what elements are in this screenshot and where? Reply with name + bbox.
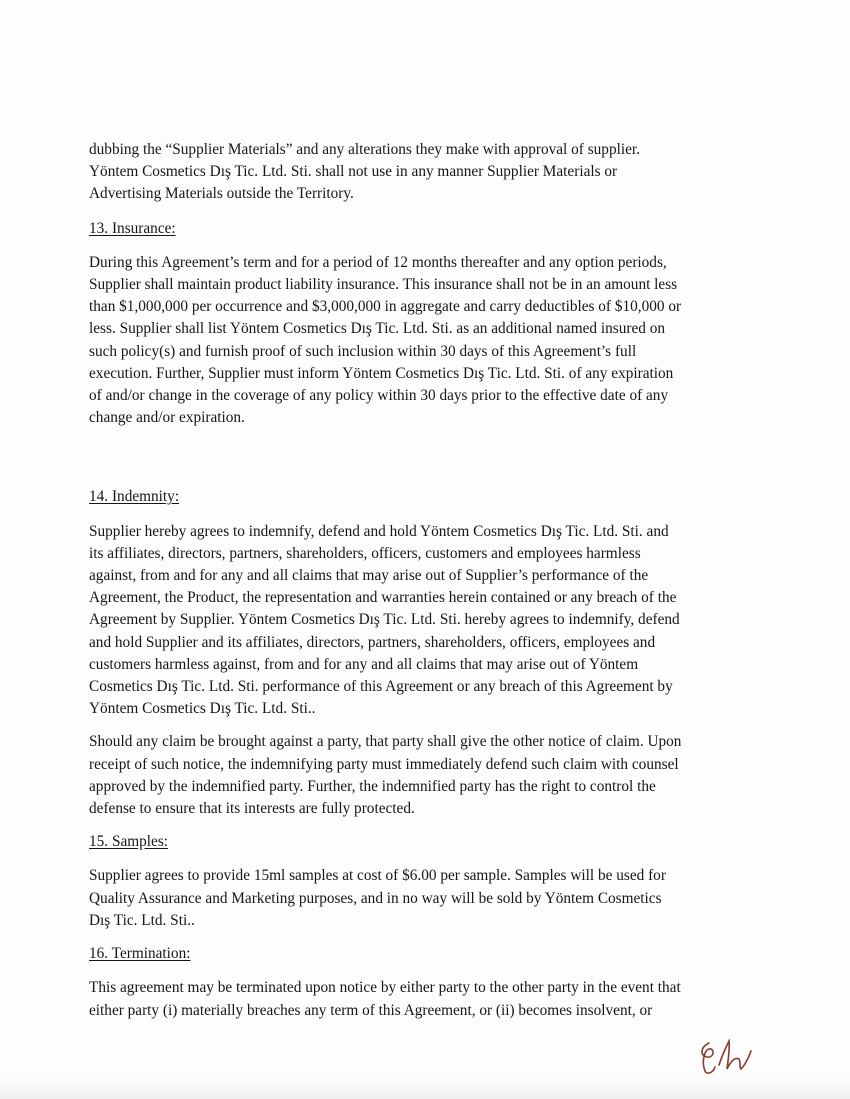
text-line: Quality Assurance and Marketing purposes, and in no way will be sold by Yöntem Cosmetics: [89, 889, 662, 907]
text-line: defense to ensure that its interests are fully protected.: [89, 800, 415, 818]
text-line: approved by the indemnified party. Further, the indemnified party has the right to control the: [89, 777, 656, 795]
section-14-paragraph-2: [89, 731, 749, 820]
text-line: less. Supplier shall list Yöntem Cosmetics Dış Tic. Ltd. Sti. as an additional named insured on: [89, 320, 666, 338]
intro-paragraph: [89, 139, 749, 206]
text-line: This agreement may be terminated upon notice by either party to the other party in the event that: [89, 979, 681, 997]
text-line: customers harmless against, from and for any and all claims that may arise out of Yöntem: [89, 655, 639, 673]
text-line: Yöntem Cosmetics Dış Tic. Ltd. Sti..: [89, 700, 316, 718]
section-14-paragraph-1: [89, 521, 749, 721]
section-14-heading: 14. Indemnity:: [89, 488, 180, 506]
text-line: During this Agreement’s term and for a period of 12 months thereafter and any option periods,: [89, 253, 667, 271]
text-line: change and/or expiration.: [89, 409, 245, 427]
section-16-paragraph: [89, 977, 749, 1021]
section-16-heading: 16. Termination:: [89, 945, 191, 963]
text-line: than $1,000,000 per occurrence and $3,000,000 in aggregate and carry deductibles of $10,000 or: [89, 298, 682, 316]
section-13-heading: 13. Insurance:: [89, 219, 176, 237]
scan-shadow: [0, 1077, 850, 1099]
section-13-paragraph: [89, 252, 749, 430]
text-line: Advertising Materials outside the Territory.: [89, 185, 354, 203]
initials-signature: [695, 1035, 765, 1077]
text-line: Supplier agrees to provide 15ml samples at cost of $6.00 per sample. Samples will be used for: [89, 867, 666, 885]
text-line: Supplier hereby agrees to indemnify, defend and hold Yöntem Cosmetics Dış Tic. Ltd. Sti. and: [89, 522, 669, 540]
text-line: Cosmetics Dış Tic. Ltd. Sti. performance of this Agreement or any breach of this Agreement by: [89, 678, 673, 696]
section-15-paragraph: [89, 865, 749, 932]
text-line: execution. Further, Supplier must inform Yöntem Cosmetics Dış Tic. Ltd. Sti. of any expiration: [89, 364, 674, 382]
text-line: and hold Supplier and its affiliates, directors, partners, shareholders, officers, employees and: [89, 633, 656, 651]
text-line: such policy(s) and furnish proof of such inclusion within 30 days of this Agreement’s full: [89, 342, 637, 360]
text-line: Agreement, the Product, the representation and warranties herein contained or any breach of the: [89, 589, 677, 607]
text-line: of and/or change in the coverage of any policy within 30 days prior to the effective date of any: [89, 387, 669, 405]
text-line: against, from and for any and all claims that may arise out of Supplier’s performance of the: [89, 567, 649, 585]
text-line: dubbing the “Supplier Materials” and any alterations they make with approval of supplier.: [89, 141, 640, 158]
text-line: either party (i) materially breaches any term of this Agreement, or (ii) becomes insolvent, or: [89, 1001, 653, 1019]
text-line: receipt of such notice, the indemnifying party must immediately defend such claim with counsel: [89, 755, 679, 773]
text-line: its affiliates, directors, partners, shareholders, officers, customers and employees harmless: [89, 544, 641, 562]
section-15-heading: 15. Samples:: [89, 833, 169, 851]
text-line: Should any claim be brought against a party, that party shall give the other notice of claim. Upon: [89, 733, 682, 751]
text-line: Agreement by Supplier. Yöntem Cosmetics Dış Tic. Ltd. Sti. hereby agrees to indemnify, defend: [89, 611, 680, 629]
text-line: Supplier shall maintain product liability insurance. This insurance shall not be in an amount less: [89, 276, 678, 294]
page-body: [89, 139, 749, 1022]
text-line: Dış Tic. Ltd. Sti..: [89, 911, 195, 929]
text-line: Yöntem Cosmetics Dış Tic. Ltd. Sti. shall not use in any manner Supplier Materials or: [89, 163, 618, 181]
